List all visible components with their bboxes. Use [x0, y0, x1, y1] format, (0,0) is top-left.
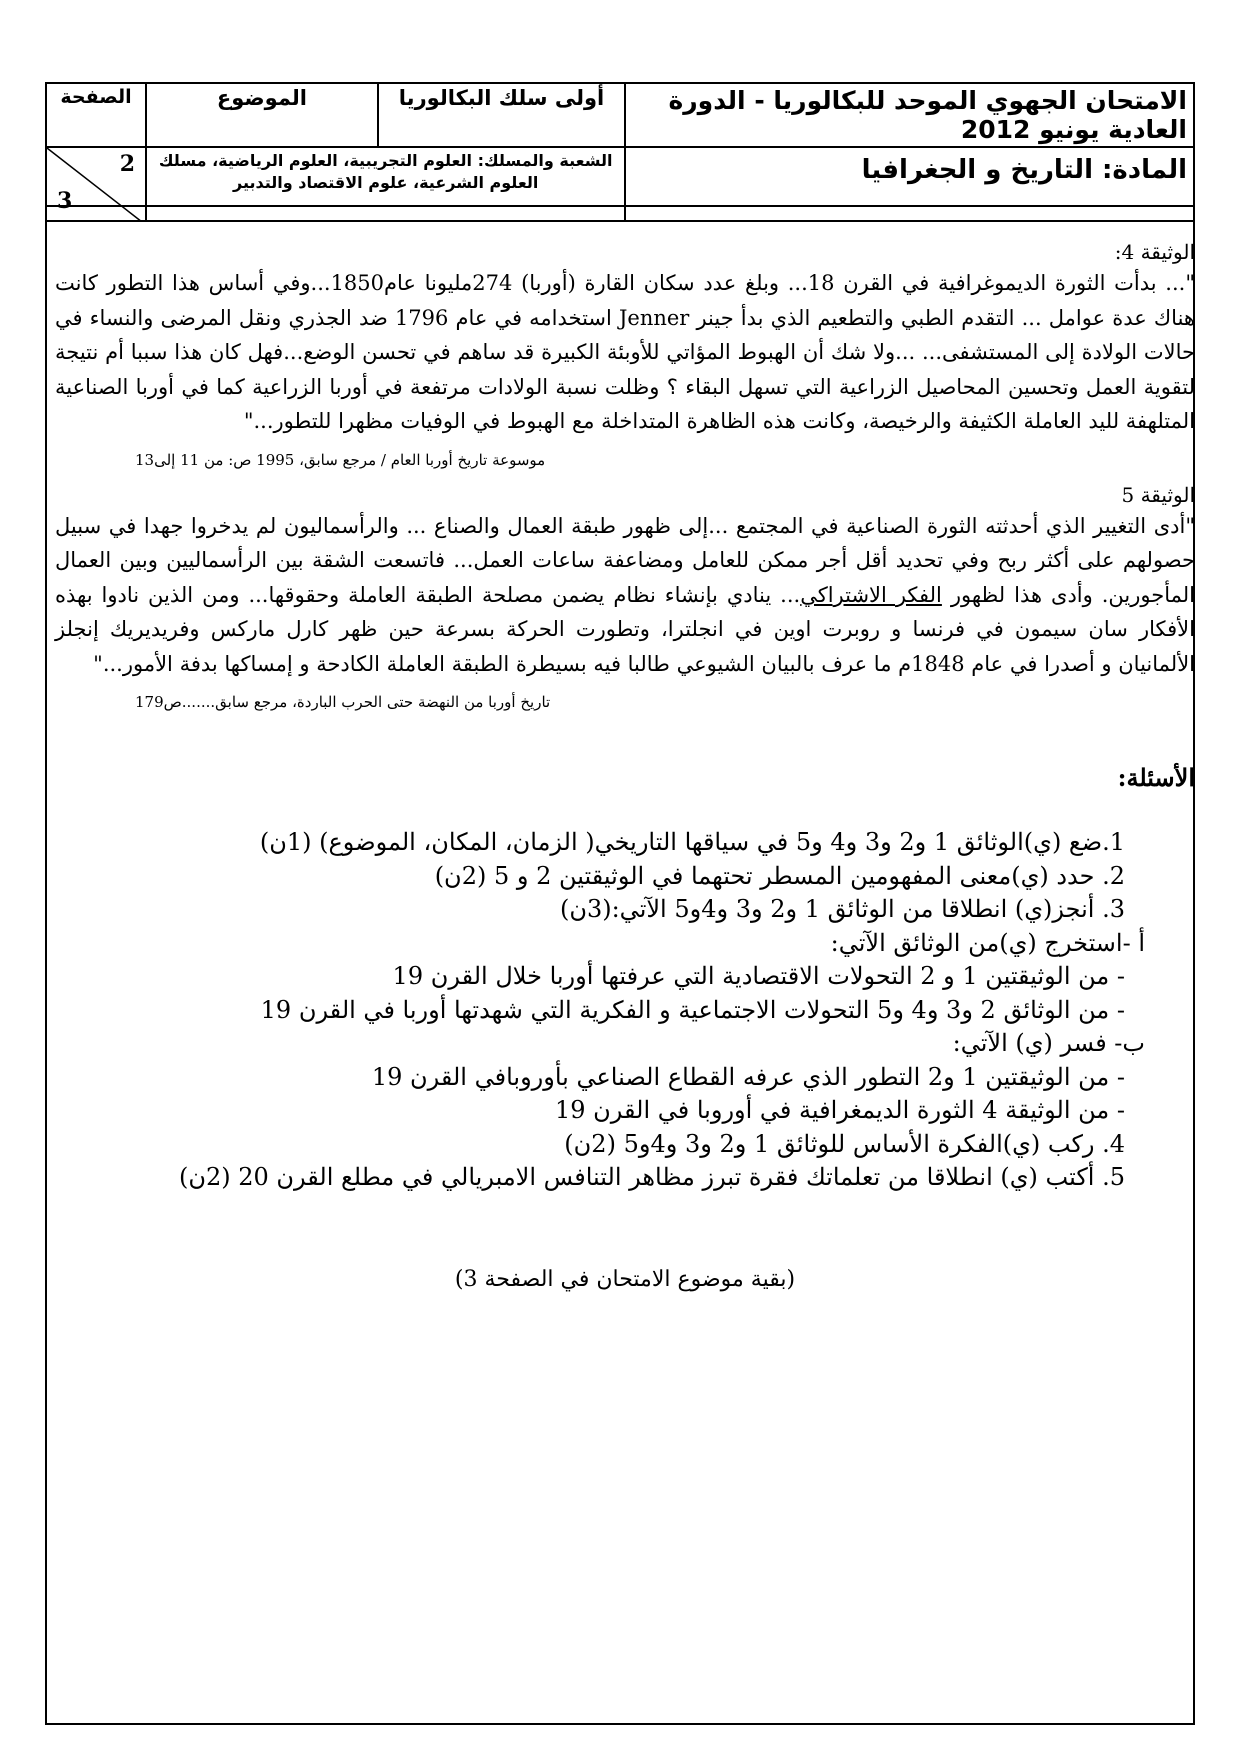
continuation-note: (بقية موضوع الامتحان في الصفحة 3) — [454, 1266, 796, 1292]
question-1: 1.ضع (ي)الوثائق 1 و2 و3 و4 و5 في سياقها التاريخي( الزمان، المكان، الموضوع) (1ن) — [259, 828, 1125, 856]
questions-title: الأسئلة: — [1117, 763, 1195, 792]
exam-title: الامتحان الجهوي الموحد للبكالوريا - الدورة العادية يونيو 2012 — [625, 83, 1194, 147]
document-5-source: تاريخ أوربا من النهضة حتى الحرب الباردة، مرجع سابق.......ص179 — [135, 693, 551, 711]
question-3a-item2: - من الوثائق 2 و3 و4 و5 التحولات الاجتماعية و الفكرية التي شهدتها أوربا في القرن 19 — [260, 995, 1125, 1024]
document-4-source: موسوعة تاريخ أوربا العام / مرجع سابق، 1995 ص: من 11 إلى13 — [135, 450, 546, 469]
document-4-title: الوثيقة 4: — [1114, 240, 1195, 264]
question-2: 2. حدد (ي)معنى المفهومين المسطر تحتهما في الوثيقتين 2 و 5 (2ن) — [434, 861, 1125, 890]
document-5-title: الوثيقة 5 — [1121, 482, 1195, 507]
document-4 — [55, 240, 1195, 469]
questions-section — [55, 763, 1195, 1195]
question-3a: أ -استخرج (ي)من الوثائق الآتي: — [830, 928, 1145, 957]
exam-header — [45, 82, 1195, 222]
document-5 — [55, 483, 1195, 712]
question-3a-item1: - من الوثيقتين 1 و 2 التحولات الاقتصادية التي عرفتها أوربا خلال القرن 19 — [392, 962, 1125, 990]
question-3: 3. أنجز(ي) انطلاقا من الوثائق 1 و2 و3 و4و5 الآتي:(3ن) — [559, 895, 1125, 923]
page-label: الصفحة — [46, 83, 146, 147]
document-5-text — [55, 509, 1195, 682]
question-3b-item2: - من الوثيقة 4 الثورة الديمغرافية في أوروبا في القرن 19 — [554, 1096, 1125, 1124]
page-total: 3 — [57, 188, 73, 214]
document-5-text-part2: ... ينادي بإنشاء نظام يضمن مصلحة الطبقة العاملة وحقوقها... ومن الذين نادوا بهذه الأفكار سان سيمون في فرنسا و روبرت اوين في انجلترا، وتطورت الحركة بسرعة حين ظهر كارل ماركس وفريديريك إنجلز الألمانيان و أصدرا في عام 1848م ما عرف بالبيان الشيوعي طالبا فيه بسيطرة الطبقة العاملة الكادحة و إمساكها بدفة الأمور..." — [55, 582, 1195, 676]
exam-content — [55, 240, 1195, 1314]
question-3b: ب- فسر (ي) الآتي: — [952, 1029, 1145, 1057]
subject-label: المادة: التاريخ و الجغرافيا — [625, 147, 1194, 221]
question-3b-item1: - من الوثيقتين 1 و2 التطور الذي عرفه القطاع الصناعي بأوروبافي القرن 19 — [371, 1062, 1125, 1091]
document-5-underlined-concept: الفكر الاشتراكي — [800, 582, 942, 607]
question-4: 4. ركب (ي)الفكرة الأساس للوثائق 1 و2 و3 و4و5 (2ن) — [564, 1129, 1125, 1158]
topic-label: الموضوع — [146, 83, 378, 147]
document-5-text-part1: "أدى التغيير الذي أحدثته الثورة الصناعية في المجتمع ...إلى ظهور طبقة العمال والصناع ... والرأسماليون لم يدخروا جهدا في سبيل حصولهم على أكثر ربح وفي تحديد أقل أجر ممكن للعامل ومضاعفة ساعات العمل... فاتسعت الشقة بين الرأسماليين وبين العمال المأجورين. وأدى هذا لظهور — [55, 513, 1195, 607]
document-4-text: "... بدأت الثورة الديموغرافية في القرن 18... وبلغ عدد سكان القارة (أوربا) 274مليونا عام1850...وفي أساس هذا التطور كانت هناك عدة عوامل ... التقدم الطبي والتطعيم الذي بدأ جينر Jenner استخدامه في عام 1796 ضد الجذري ونقل المرضى والنساء في حالات الولادة إلى المستشفى... ...ولا شك أن الهبوط المؤاتي للأوبئة الكبيرة قد ساهم في تحسن الوضع...فهل كان هذا سببا أم نتيجة لتقوية العمل وتحسين المحاصيل الزراعية التي تسهل البقاء ؟ وظلت نسبة الولادات مرتفعة في أوربا الزراعية كما في أوربا الصناعية المتلهفة لليد العاملة الكثيفة والرخيصة، وكانت هذه الظاهرة المتداخلة مع الهبوط في الوفيات مظهرا للتطور..." — [55, 271, 1195, 433]
page-current: 2 — [119, 151, 136, 177]
question-5: 5. أكتب (ي) انطلاقا من تعلماتك فقرة تبرز مظاهر التنافس الامبريالي في مطلع القرن 20 (2ن) — [178, 1163, 1125, 1191]
branch-label: الشعبة والمسلك: العلوم التجريبية، العلوم الرياضية، مسلك العلوم الشرعية، علوم الاقتصاد والتدبير — [146, 147, 625, 221]
level-label: أولى سلك البكالوريا — [378, 83, 626, 147]
